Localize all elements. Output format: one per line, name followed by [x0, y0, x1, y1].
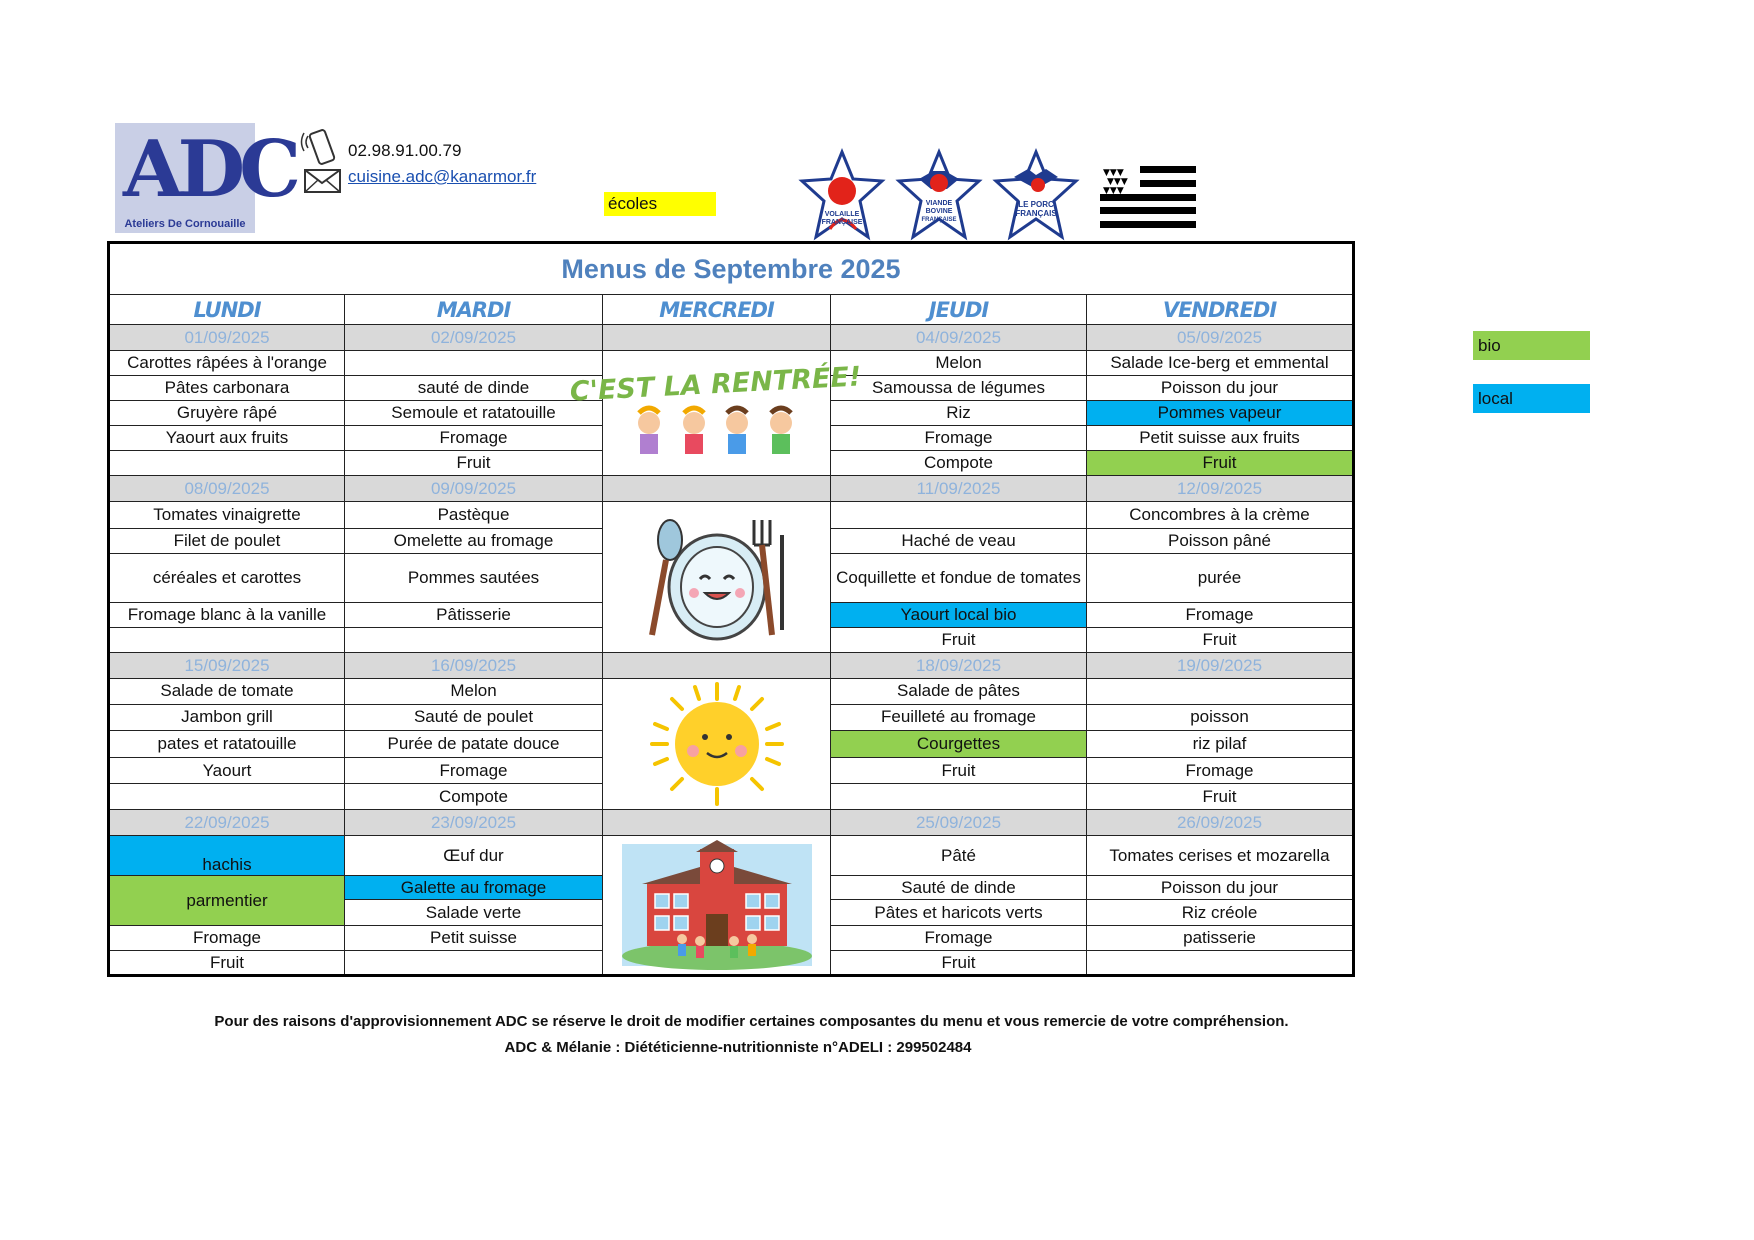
supply-notice: Pour des raisons d'approvisionnement ADC se réserve le droit de modifier certaines composantes du menu et vous remercie de votre compréhension.: [214, 1013, 1289, 1030]
phone-number: 02.98.91.00.79: [348, 141, 462, 160]
menu-cell: Yaourt aux fruits: [109, 426, 345, 451]
plate-illustration: [603, 502, 831, 653]
menu-cell: Filet de poulet: [109, 529, 345, 554]
menu-cell: Pâtes carbonara: [109, 376, 345, 401]
menu-cell: Feuilleté au fromage: [831, 704, 1087, 730]
menu-cell: Pommes sautées: [345, 554, 603, 603]
porc-francais-label-icon: [994, 149, 1078, 241]
menu-cell: Compote: [345, 784, 603, 810]
menu-cell-local: Galette au fromage: [345, 876, 603, 900]
label-porc-line1: LE PORC: [1018, 200, 1054, 209]
menu-cell: Fromage: [831, 926, 1087, 951]
svg-text:VOLAILLE: [825, 211, 860, 218]
menu-cell: Fromage: [1087, 603, 1354, 628]
dietitian-credit: ADC & Mélanie : Diététicienne-nutritionniste n°ADELI : 299502484: [504, 1039, 972, 1056]
menu-cell: [1087, 679, 1354, 705]
menu-cell: [1087, 951, 1354, 976]
date-cell: 22/09/2025: [109, 810, 345, 836]
adc-logo: [115, 123, 296, 233]
menu-cell: céréales et carottes: [109, 554, 345, 603]
label-bovine-line1: VIANDE: [925, 200, 953, 207]
day-header-friday: VENDREDI: [1087, 295, 1354, 325]
svg-text:VIANDE: [926, 200, 953, 207]
smiling-plate-image: [642, 505, 792, 650]
menu-cell: Fruit: [831, 628, 1087, 653]
menu-cell: Semoule et ratatouille: [345, 401, 603, 426]
label-volaille-line1: VOLAILLE: [824, 211, 860, 218]
legend-local: local: [1473, 384, 1590, 413]
menu-cell: [831, 784, 1087, 810]
svg-text:FRANÇAISE: [921, 217, 956, 223]
rentree-kids-image: [569, 361, 862, 463]
menu-cell: Fruit: [345, 451, 603, 476]
svg-text:LE PORC: [1018, 200, 1054, 209]
audience-label: écoles: [604, 192, 716, 216]
menu-cell: Melon: [831, 351, 1087, 376]
menu-cell: Pâté: [831, 836, 1087, 876]
menu-cell: purée: [1087, 554, 1354, 603]
menu-cell: Sauté de poulet: [345, 704, 603, 730]
menu-cell: Fromage: [831, 426, 1087, 451]
menu-cell: Riz créole: [1087, 900, 1354, 926]
menu-cell: Fromage: [345, 758, 603, 784]
menu-cell: riz pilaf: [1087, 730, 1354, 758]
menu-cell: Salade de tomate: [109, 679, 345, 705]
date-cell: 01/09/2025: [109, 325, 345, 351]
rentree-illustration: [569, 351, 862, 476]
date-cell: 26/09/2025: [1087, 810, 1354, 836]
menu-cell: Compote: [831, 451, 1087, 476]
svg-text:▼▼▼: ▼▼▼: [1103, 186, 1124, 196]
menu-cell: Sauté de dinde: [831, 876, 1087, 900]
date-cell: 18/09/2025: [831, 653, 1087, 679]
svg-text:BOVINE: [926, 208, 953, 215]
menu-cell-bio: parmentier: [109, 876, 345, 926]
mail-icon: [304, 168, 342, 194]
label-volaille-line2: FRANÇAISE: [821, 219, 863, 226]
menu-cell: Fruit: [109, 951, 345, 976]
menu-cell: Melon: [345, 679, 603, 705]
school-illustration: [603, 836, 831, 976]
menu-cell: [345, 351, 603, 376]
date-cell: 11/09/2025: [831, 476, 1087, 502]
menu-cell: Pastèque: [345, 502, 603, 529]
menu-cell: Concombres à la crème: [1087, 502, 1354, 529]
smiling-sun-image: [637, 679, 797, 809]
menu-cell: [345, 628, 603, 653]
menu-cell: Salade Ice-berg et emmental: [1087, 351, 1354, 376]
menu-cell: Fruit: [831, 951, 1087, 976]
school-building-image: [622, 844, 812, 966]
svg-text:FRANÇAIS: [1015, 209, 1057, 218]
date-cell: 19/09/2025: [1087, 653, 1354, 679]
date-cell: 23/09/2025: [345, 810, 603, 836]
label-porc-line2: FRANÇAIS: [1015, 209, 1057, 218]
menu-cell: Pâtes et haricots verts: [831, 900, 1087, 926]
date-cell: 05/09/2025: [1087, 325, 1354, 351]
menu-cell-bio: Courgettes: [831, 730, 1087, 758]
menu-cell: Tomates cerises et mozarella: [1087, 836, 1354, 876]
menu-cell: Riz: [831, 401, 1087, 426]
date-cell: 08/09/2025: [109, 476, 345, 502]
menu-table: [107, 241, 1355, 977]
sun-illustration: [603, 679, 831, 810]
date-cell: 09/09/2025: [345, 476, 603, 502]
menu-cell: Fruit: [1087, 628, 1354, 653]
svg-text:▼▼▼: ▼▼▼: [1107, 177, 1128, 187]
menu-cell: Pâtisserie: [345, 603, 603, 628]
menu-cell: [109, 628, 345, 653]
date-cell: [603, 653, 831, 679]
menu-cell: Fromage: [1087, 758, 1354, 784]
menu-cell: Fruit: [1087, 784, 1354, 810]
menu-cell: Poisson du jour: [1087, 876, 1354, 900]
day-header-thursday: JEUDI: [831, 295, 1087, 325]
legend-bio: bio: [1473, 331, 1590, 360]
menu-cell: [109, 451, 345, 476]
menu-cell: Omelette au fromage: [345, 529, 603, 554]
menu-cell: Fromage: [109, 926, 345, 951]
logo-subtitle: Ateliers De Cornouaille: [124, 218, 246, 230]
date-cell: 25/09/2025: [831, 810, 1087, 836]
menu-cell-bio: Fruit: [1087, 451, 1354, 476]
phone-icon: [302, 128, 342, 166]
breton-flag-icon: [1100, 166, 1196, 228]
date-cell: 12/09/2025: [1087, 476, 1354, 502]
menu-cell: Poisson du jour: [1087, 376, 1354, 401]
email-link[interactable]: cuisine.adc@kanarmor.fr: [348, 167, 537, 186]
menu-cell: [345, 951, 603, 976]
menu-cell: Gruyère râpé: [109, 401, 345, 426]
menu-cell: Fromage: [345, 426, 603, 451]
menu-cell: Tomates vinaigrette: [109, 502, 345, 529]
menu-cell: Haché de veau: [831, 529, 1087, 554]
label-bovine-line2: BOVINE: [925, 208, 953, 215]
menu-cell: Petit suisse: [345, 926, 603, 951]
menu-cell: Samoussa de légumes: [831, 376, 1087, 401]
date-cell: 02/09/2025: [345, 325, 603, 351]
date-cell: [603, 325, 831, 351]
menu-cell: patisserie: [1087, 926, 1354, 951]
svg-text:FRANÇAISE: [822, 219, 863, 226]
rentree-text: C'EST LA RENTRÉE!: [569, 361, 862, 408]
menu-cell: Jambon grill: [109, 704, 345, 730]
day-header-wednesday: MERCREDI: [603, 295, 831, 325]
date-cell: 04/09/2025: [831, 325, 1087, 351]
menu-cell: pates et ratatouille: [109, 730, 345, 758]
date-cell: 15/09/2025: [109, 653, 345, 679]
menu-cell: poisson: [1087, 704, 1354, 730]
label-bovine-line3: FRANÇAISE: [921, 217, 957, 223]
menu-cell-local: Pommes vapeur: [1087, 401, 1354, 426]
menu-cell: Carottes râpées à l'orange: [109, 351, 345, 376]
menu-cell: Fruit: [831, 758, 1087, 784]
day-header-tuesday: MARDI: [345, 295, 603, 325]
menu-cell: [831, 502, 1087, 529]
menu-cell: Petit suisse aux fruits: [1087, 426, 1354, 451]
menu-cell: Coquillette et fondue de tomates: [831, 554, 1087, 603]
svg-text:▼▼▼: ▼▼▼: [1103, 168, 1124, 178]
menu-cell: Poisson pâné: [1087, 529, 1354, 554]
menu-cell: Salade verte: [345, 900, 603, 926]
menu-cell: Œuf dur: [345, 836, 603, 876]
menu-cell: Fromage blanc à la vanille: [109, 603, 345, 628]
menu-cell-local: hachis: [109, 836, 345, 876]
date-cell: [603, 476, 831, 502]
menu-title: Menus de Septembre 2025: [109, 243, 1354, 295]
menu-cell: Yaourt: [109, 758, 345, 784]
logo-letters: ADC: [123, 124, 296, 215]
menu-cell: Salade de pâtes: [831, 679, 1087, 705]
volaille-francaise-label-icon: [800, 149, 884, 241]
menu-cell: [109, 784, 345, 810]
date-cell: [603, 810, 831, 836]
viande-bovine-francaise-label-icon: [897, 149, 981, 241]
date-cell: 16/09/2025: [345, 653, 603, 679]
menu-cell: Purée de patate douce: [345, 730, 603, 758]
menu-cell-local: Yaourt local bio: [831, 603, 1087, 628]
menu-cell: sauté de dinde: [345, 376, 603, 401]
day-header-monday: LUNDI: [109, 295, 345, 325]
